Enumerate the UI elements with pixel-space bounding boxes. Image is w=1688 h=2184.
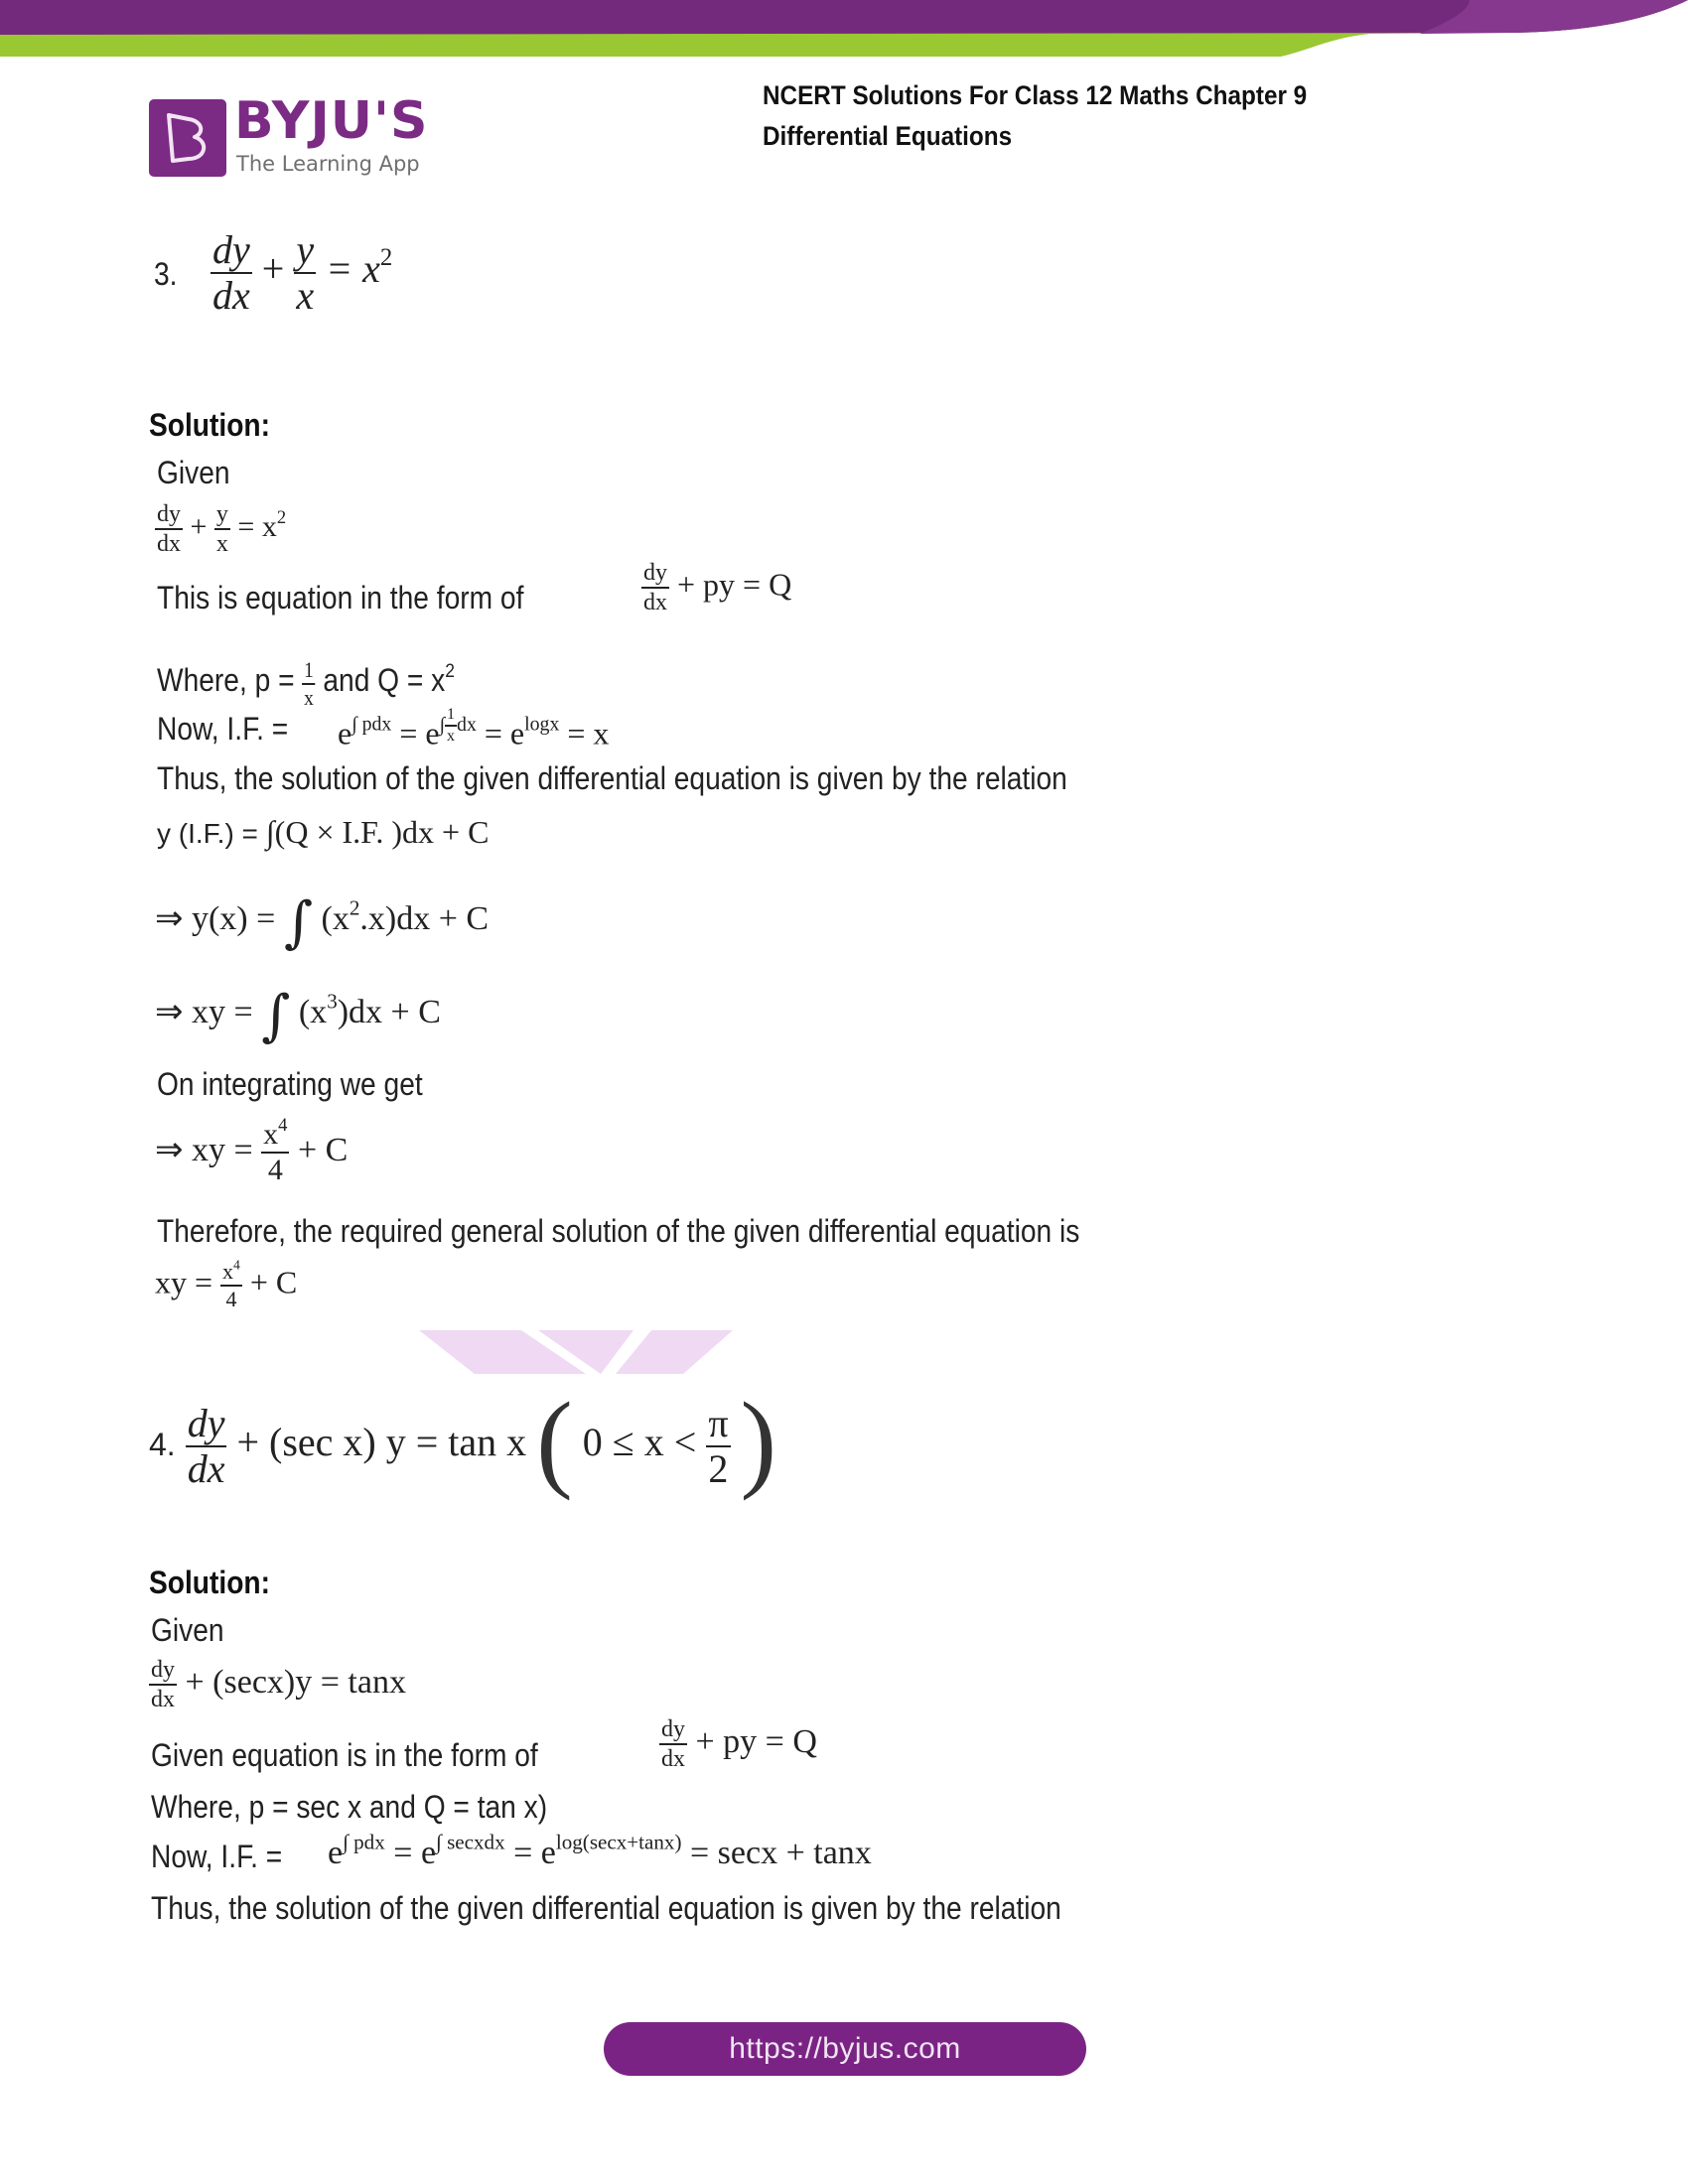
relation-equation: y (I.F.) = ∫(Q × I.F. )dx + C — [157, 814, 490, 850]
integrating-factor-equation: $e^{\int pdx} = e^{\int \frac{1}{x} dx} = e^{logx} = x$ — [338, 706, 610, 751]
question-equation: 4. $\frac{dy}{dx}$ + (sec x) y = tan x ( 0 ≤ x < $\frac{\pi}{2}$ ) — [149, 1380, 777, 1501]
integrating-factor-equation: $e^{\int pdx} = e^{\int secxdx} = e^{log(secx+tanx)} = \sec x + \tan x$ — [328, 1830, 872, 1871]
form-text: Given equation is in the form of — [151, 1737, 538, 1773]
final-answer-equation: xy = $\frac{x^4}{4}$ + C — [155, 1257, 298, 1311]
byjus-b-icon — [149, 99, 226, 177]
integrating-factor-text: Now, I.F. = — [157, 711, 289, 747]
given-label: Given — [151, 1612, 224, 1648]
thus-text: Thus, the solution of the given differential equation is given by the relation — [151, 1890, 1061, 1926]
integrating-factor-text: Now, I.F. = — [151, 1839, 283, 1874]
brand-tagline: The Learning App — [236, 152, 420, 176]
byjus-watermark-icon — [417, 1330, 735, 1385]
question-equation: $\frac{dy}{dx}$ + $\frac{y}{x}$ = $x^2$ — [212, 227, 393, 318]
header-banner — [0, 0, 1688, 60]
standard-form-equation: $\frac{dy}{dx}$ + py = Q — [661, 1716, 817, 1772]
thus-text: Thus, the solution of the given differential equation is given by the relation — [157, 760, 1067, 796]
standard-form-equation: $\frac{dy}{dx}$ + py = Q — [643, 560, 792, 615]
solution-heading: Solution: — [149, 1565, 270, 1600]
where-text: Where, p = $\frac{1}{x}$ and $Q = x^2$ — [157, 657, 455, 710]
given-equation: $\frac{dy}{dx}$ + (secx)y = tanx — [151, 1657, 406, 1712]
document-title-line1: NCERT Solutions For Class 12 Maths Chapter 9 — [763, 80, 1308, 110]
step-3-equation: ⇒ xy = $\frac{x^4}{4}$ + C — [155, 1114, 349, 1186]
document-title-line2: Differential Equations — [763, 121, 1013, 151]
form-text: This is equation in the form of — [157, 580, 524, 615]
footer-url-link[interactable] — [604, 2022, 1086, 2076]
banner-wave-graphic — [0, 0, 1688, 60]
therefore-text: Therefore, the required general solution of the given differential equation is — [157, 1213, 1080, 1249]
step-1-equation: ⇒ y(x) = ∫ $(x^2.x)dx + C$ — [155, 890, 490, 955]
solution-heading: Solution: — [149, 407, 270, 443]
footer-url-text: https://byjus.com — [729, 2032, 961, 2065]
brand-name: BYJU'S — [234, 91, 429, 151]
integrating-text: On integrating we get — [157, 1066, 423, 1102]
where-text: Where, p = sec x and Q = tan x) — [151, 1789, 548, 1825]
question-number: 3. — [154, 256, 178, 292]
step-2-equation: ⇒ xy = ∫ $(x^3)dx + C$ — [155, 984, 441, 1048]
given-equation: $\frac{dy}{dx}$ + $\frac{y}{x}$ = $x^2$ — [157, 501, 287, 557]
byjus-logo — [149, 91, 432, 179]
document-title — [763, 75, 1307, 157]
given-label: Given — [157, 455, 230, 490]
